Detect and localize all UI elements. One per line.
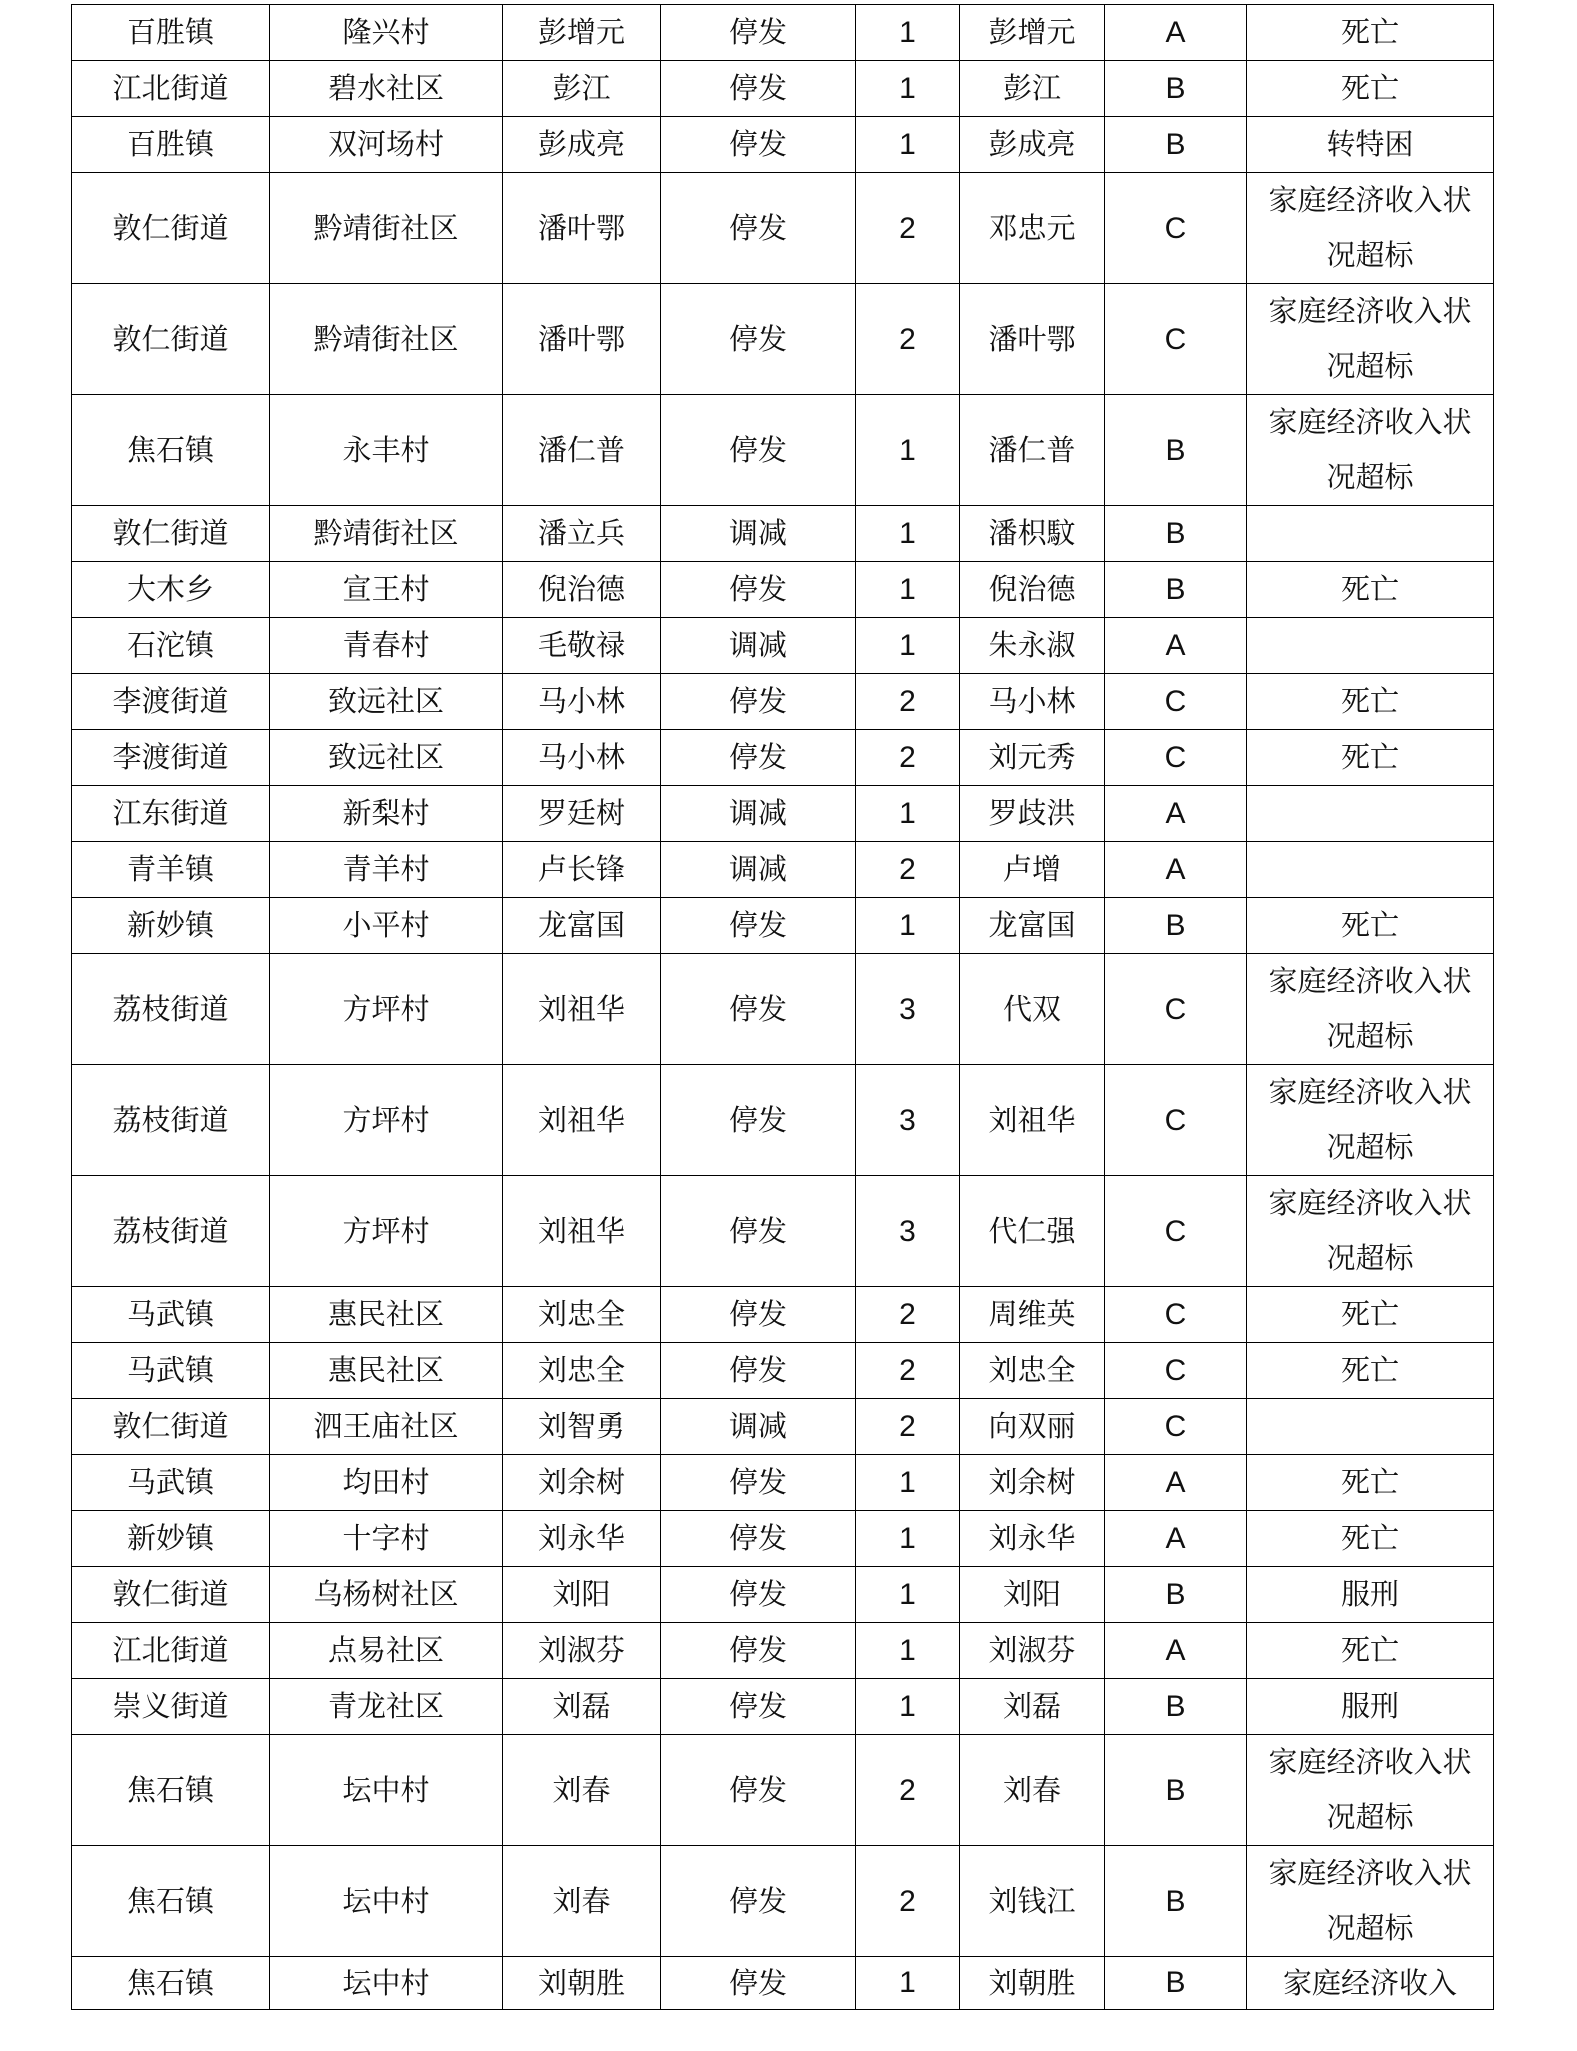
category-cell: B <box>1105 117 1247 173</box>
household-count-cell: 1 <box>856 506 960 562</box>
category-cell: A <box>1105 786 1247 842</box>
village-cell: 新梨村 <box>270 786 503 842</box>
category-cell: B <box>1105 506 1247 562</box>
town-cell: 荔枝街道 <box>72 1176 270 1287</box>
household-count-cell: 1 <box>856 61 960 117</box>
table-body <box>72 5 1494 2010</box>
member-name-cell: 倪治德 <box>960 562 1105 618</box>
village-cell: 碧水社区 <box>270 61 503 117</box>
reason-cell: 家庭经济收入状况超标 <box>1247 954 1494 1065</box>
town-cell: 敦仁街道 <box>72 284 270 395</box>
applicant-cell: 刘智勇 <box>503 1399 661 1455</box>
town-cell: 荔枝街道 <box>72 954 270 1065</box>
village-cell: 双河场村 <box>270 117 503 173</box>
town-cell: 石沱镇 <box>72 618 270 674</box>
table-row <box>72 1846 1494 1957</box>
applicant-cell: 倪治德 <box>503 562 661 618</box>
reason-cell: 家庭经济收入 <box>1247 1957 1494 2010</box>
town-cell: 江东街道 <box>72 786 270 842</box>
table-row <box>72 1957 1494 2010</box>
change-type-cell: 调减 <box>661 1399 856 1455</box>
applicant-cell: 刘淑芬 <box>503 1623 661 1679</box>
household-count-cell: 2 <box>856 1399 960 1455</box>
change-type-cell: 调减 <box>661 506 856 562</box>
town-cell: 新妙镇 <box>72 1511 270 1567</box>
village-cell: 致远社区 <box>270 674 503 730</box>
household-count-cell: 1 <box>856 1511 960 1567</box>
reason-cell: 死亡 <box>1247 1511 1494 1567</box>
category-cell: B <box>1105 1846 1247 1957</box>
category-cell: A <box>1105 1511 1247 1567</box>
village-cell: 青羊村 <box>270 842 503 898</box>
member-name-cell: 马小林 <box>960 674 1105 730</box>
applicant-cell: 刘余树 <box>503 1455 661 1511</box>
table-row <box>72 395 1494 506</box>
village-cell: 黔靖街社区 <box>270 173 503 284</box>
reason-cell <box>1247 786 1494 842</box>
change-type-cell: 停发 <box>661 1176 856 1287</box>
applicant-cell: 刘春 <box>503 1735 661 1846</box>
member-name-cell: 彭成亮 <box>960 117 1105 173</box>
household-count-cell: 2 <box>856 730 960 786</box>
member-name-cell: 向双丽 <box>960 1399 1105 1455</box>
member-name-cell: 龙富国 <box>960 898 1105 954</box>
household-count-cell: 2 <box>856 284 960 395</box>
applicant-cell: 潘立兵 <box>503 506 661 562</box>
household-count-cell: 2 <box>856 1846 960 1957</box>
town-cell: 百胜镇 <box>72 5 270 61</box>
category-cell: B <box>1105 1567 1247 1623</box>
member-name-cell: 卢增 <box>960 842 1105 898</box>
reason-cell: 死亡 <box>1247 1287 1494 1343</box>
category-cell: C <box>1105 1343 1247 1399</box>
reason-cell <box>1247 618 1494 674</box>
household-count-cell: 3 <box>856 1176 960 1287</box>
village-cell: 青春村 <box>270 618 503 674</box>
reason-cell: 死亡 <box>1247 5 1494 61</box>
change-type-cell: 停发 <box>661 5 856 61</box>
reason-cell: 家庭经济收入状况超标 <box>1247 284 1494 395</box>
change-type-cell: 停发 <box>661 1343 856 1399</box>
category-cell: B <box>1105 1735 1247 1846</box>
household-count-cell: 1 <box>856 117 960 173</box>
change-type-cell: 停发 <box>661 562 856 618</box>
town-cell: 敦仁街道 <box>72 506 270 562</box>
table-row <box>72 5 1494 61</box>
village-cell: 致远社区 <box>270 730 503 786</box>
applicant-cell: 马小林 <box>503 730 661 786</box>
category-cell: C <box>1105 173 1247 284</box>
member-name-cell: 刘忠全 <box>960 1343 1105 1399</box>
category-cell: B <box>1105 1957 1247 2010</box>
applicant-cell: 刘祖华 <box>503 1065 661 1176</box>
applicant-cell: 彭江 <box>503 61 661 117</box>
reason-cell: 死亡 <box>1247 898 1494 954</box>
village-cell: 隆兴村 <box>270 5 503 61</box>
village-cell: 方坪村 <box>270 954 503 1065</box>
table-row <box>72 61 1494 117</box>
town-cell: 李渡街道 <box>72 674 270 730</box>
reason-cell: 死亡 <box>1247 1623 1494 1679</box>
household-count-cell: 2 <box>856 1343 960 1399</box>
change-type-cell: 停发 <box>661 1679 856 1735</box>
member-name-cell: 刘余树 <box>960 1455 1105 1511</box>
village-cell: 泗王庙社区 <box>270 1399 503 1455</box>
applicant-cell: 刘春 <box>503 1846 661 1957</box>
household-count-cell: 2 <box>856 1735 960 1846</box>
category-cell: C <box>1105 284 1247 395</box>
table-row <box>72 117 1494 173</box>
category-cell: B <box>1105 61 1247 117</box>
town-cell: 焦石镇 <box>72 1846 270 1957</box>
change-type-cell: 停发 <box>661 1455 856 1511</box>
town-cell: 李渡街道 <box>72 730 270 786</box>
member-name-cell: 邓忠元 <box>960 173 1105 284</box>
household-count-cell: 1 <box>856 1567 960 1623</box>
category-cell: A <box>1105 618 1247 674</box>
table-row <box>72 1511 1494 1567</box>
change-type-cell: 停发 <box>661 1287 856 1343</box>
village-cell: 永丰村 <box>270 395 503 506</box>
applicant-cell: 刘祖华 <box>503 1176 661 1287</box>
change-type-cell: 调减 <box>661 786 856 842</box>
household-count-cell: 3 <box>856 1065 960 1176</box>
village-cell: 坛中村 <box>270 1957 503 2010</box>
village-cell: 方坪村 <box>270 1176 503 1287</box>
member-name-cell: 刘淑芬 <box>960 1623 1105 1679</box>
change-type-cell: 停发 <box>661 1567 856 1623</box>
village-cell: 黔靖街社区 <box>270 284 503 395</box>
applicant-cell: 刘忠全 <box>503 1343 661 1399</box>
reason-cell: 服刑 <box>1247 1567 1494 1623</box>
category-cell: C <box>1105 1176 1247 1287</box>
member-name-cell: 潘枳馼 <box>960 506 1105 562</box>
household-count-cell: 1 <box>856 1455 960 1511</box>
reason-cell: 死亡 <box>1247 61 1494 117</box>
table-row <box>72 1567 1494 1623</box>
table-row <box>72 1735 1494 1846</box>
change-type-cell: 停发 <box>661 1065 856 1176</box>
change-type-cell: 停发 <box>661 117 856 173</box>
change-type-cell: 停发 <box>661 1846 856 1957</box>
change-type-cell: 停发 <box>661 1957 856 2010</box>
table-row <box>72 1065 1494 1176</box>
village-cell: 均田村 <box>270 1455 503 1511</box>
village-cell: 青龙社区 <box>270 1679 503 1735</box>
village-cell: 小平村 <box>270 898 503 954</box>
category-cell: A <box>1105 1623 1247 1679</box>
household-count-cell: 1 <box>856 786 960 842</box>
household-count-cell: 2 <box>856 173 960 284</box>
village-cell: 宣王村 <box>270 562 503 618</box>
applicant-cell: 刘永华 <box>503 1511 661 1567</box>
table-row <box>72 618 1494 674</box>
town-cell: 江北街道 <box>72 61 270 117</box>
village-cell: 方坪村 <box>270 1065 503 1176</box>
category-cell: C <box>1105 674 1247 730</box>
member-name-cell: 刘朝胜 <box>960 1957 1105 2010</box>
household-count-cell: 1 <box>856 618 960 674</box>
town-cell: 敦仁街道 <box>72 173 270 284</box>
applicant-cell: 刘阳 <box>503 1567 661 1623</box>
table-row <box>72 1287 1494 1343</box>
village-cell: 乌杨树社区 <box>270 1567 503 1623</box>
member-name-cell: 刘钱江 <box>960 1846 1105 1957</box>
member-name-cell: 罗歧洪 <box>960 786 1105 842</box>
village-cell: 黔靖街社区 <box>270 506 503 562</box>
table-row <box>72 562 1494 618</box>
change-type-cell: 停发 <box>661 173 856 284</box>
category-cell: C <box>1105 730 1247 786</box>
reason-cell: 家庭经济收入状况超标 <box>1247 1065 1494 1176</box>
table-row <box>72 506 1494 562</box>
town-cell: 荔枝街道 <box>72 1065 270 1176</box>
applicant-cell: 彭成亮 <box>503 117 661 173</box>
table-row <box>72 954 1494 1065</box>
table-row <box>72 898 1494 954</box>
reason-cell <box>1247 1399 1494 1455</box>
member-name-cell: 刘阳 <box>960 1567 1105 1623</box>
household-count-cell: 1 <box>856 395 960 506</box>
town-cell: 江北街道 <box>72 1623 270 1679</box>
table-row <box>72 842 1494 898</box>
town-cell: 焦石镇 <box>72 1735 270 1846</box>
reason-cell: 家庭经济收入状况超标 <box>1247 1846 1494 1957</box>
town-cell: 崇义街道 <box>72 1679 270 1735</box>
applicant-cell: 刘朝胜 <box>503 1957 661 2010</box>
reason-cell: 家庭经济收入状况超标 <box>1247 1735 1494 1846</box>
member-name-cell: 代双 <box>960 954 1105 1065</box>
document-table <box>71 4 1494 2010</box>
member-name-cell: 刘祖华 <box>960 1065 1105 1176</box>
change-type-cell: 停发 <box>661 1735 856 1846</box>
member-name-cell: 代仁强 <box>960 1176 1105 1287</box>
applicant-cell: 龙富国 <box>503 898 661 954</box>
reason-cell <box>1247 506 1494 562</box>
change-type-cell: 停发 <box>661 395 856 506</box>
household-count-cell: 1 <box>856 5 960 61</box>
table-row <box>72 173 1494 284</box>
change-type-cell: 调减 <box>661 842 856 898</box>
household-count-cell: 2 <box>856 674 960 730</box>
change-type-cell: 停发 <box>661 61 856 117</box>
applicant-cell: 潘仁普 <box>503 395 661 506</box>
applicant-cell: 彭增元 <box>503 5 661 61</box>
category-cell: C <box>1105 1065 1247 1176</box>
village-cell: 惠民社区 <box>270 1343 503 1399</box>
town-cell: 大木乡 <box>72 562 270 618</box>
household-count-cell: 1 <box>856 1957 960 2010</box>
member-name-cell: 彭江 <box>960 61 1105 117</box>
applicant-cell: 潘叶鄂 <box>503 173 661 284</box>
household-count-cell: 1 <box>856 562 960 618</box>
category-cell: B <box>1105 898 1247 954</box>
category-cell: B <box>1105 562 1247 618</box>
applicant-cell: 卢长锋 <box>503 842 661 898</box>
applicant-cell: 刘祖华 <box>503 954 661 1065</box>
change-type-cell: 停发 <box>661 1623 856 1679</box>
village-cell: 坛中村 <box>270 1846 503 1957</box>
change-type-cell: 调减 <box>661 618 856 674</box>
reason-cell: 家庭经济收入状况超标 <box>1247 1176 1494 1287</box>
applicant-cell: 刘忠全 <box>503 1287 661 1343</box>
table-row <box>72 1343 1494 1399</box>
reason-cell: 死亡 <box>1247 730 1494 786</box>
member-name-cell: 朱永淑 <box>960 618 1105 674</box>
table-row <box>72 1679 1494 1735</box>
table-row <box>72 284 1494 395</box>
reason-cell: 服刑 <box>1247 1679 1494 1735</box>
reason-cell: 死亡 <box>1247 562 1494 618</box>
change-type-cell: 停发 <box>661 730 856 786</box>
reason-cell: 家庭经济收入状况超标 <box>1247 395 1494 506</box>
table-row <box>72 786 1494 842</box>
household-count-cell: 3 <box>856 954 960 1065</box>
town-cell: 青羊镇 <box>72 842 270 898</box>
village-cell: 坛中村 <box>270 1735 503 1846</box>
town-cell: 敦仁街道 <box>72 1399 270 1455</box>
town-cell: 马武镇 <box>72 1287 270 1343</box>
table-row <box>72 1455 1494 1511</box>
category-cell: A <box>1105 1455 1247 1511</box>
applicant-cell: 马小林 <box>503 674 661 730</box>
village-cell: 惠民社区 <box>270 1287 503 1343</box>
household-count-cell: 2 <box>856 842 960 898</box>
household-count-cell: 2 <box>856 1287 960 1343</box>
reason-cell: 转特困 <box>1247 117 1494 173</box>
category-cell: A <box>1105 842 1247 898</box>
member-name-cell: 刘永华 <box>960 1511 1105 1567</box>
change-type-cell: 停发 <box>661 284 856 395</box>
town-cell: 百胜镇 <box>72 117 270 173</box>
table-row <box>72 1176 1494 1287</box>
town-cell: 新妙镇 <box>72 898 270 954</box>
reason-cell: 家庭经济收入状况超标 <box>1247 173 1494 284</box>
member-name-cell: 刘春 <box>960 1735 1105 1846</box>
member-name-cell: 周维英 <box>960 1287 1105 1343</box>
town-cell: 敦仁街道 <box>72 1567 270 1623</box>
village-cell: 点易社区 <box>270 1623 503 1679</box>
member-name-cell: 刘元秀 <box>960 730 1105 786</box>
applicant-cell: 罗廷树 <box>503 786 661 842</box>
category-cell: B <box>1105 395 1247 506</box>
applicant-cell: 毛敬禄 <box>503 618 661 674</box>
applicant-cell: 潘叶鄂 <box>503 284 661 395</box>
category-cell: C <box>1105 1287 1247 1343</box>
town-cell: 焦石镇 <box>72 1957 270 2010</box>
table-row <box>72 674 1494 730</box>
reason-cell <box>1247 842 1494 898</box>
household-count-cell: 1 <box>856 898 960 954</box>
change-type-cell: 停发 <box>661 674 856 730</box>
household-count-cell: 1 <box>856 1679 960 1735</box>
village-cell: 十字村 <box>270 1511 503 1567</box>
change-type-cell: 停发 <box>661 898 856 954</box>
member-name-cell: 刘磊 <box>960 1679 1105 1735</box>
table-row <box>72 1623 1494 1679</box>
table-row <box>72 730 1494 786</box>
town-cell: 马武镇 <box>72 1455 270 1511</box>
applicant-cell: 刘磊 <box>503 1679 661 1735</box>
category-cell: C <box>1105 1399 1247 1455</box>
town-cell: 焦石镇 <box>72 395 270 506</box>
member-name-cell: 彭增元 <box>960 5 1105 61</box>
member-name-cell: 潘叶鄂 <box>960 284 1105 395</box>
change-type-cell: 停发 <box>661 1511 856 1567</box>
town-cell: 马武镇 <box>72 1343 270 1399</box>
change-type-cell: 停发 <box>661 954 856 1065</box>
reason-cell: 死亡 <box>1247 1343 1494 1399</box>
household-count-cell: 1 <box>856 1623 960 1679</box>
category-cell: A <box>1105 5 1247 61</box>
member-name-cell: 潘仁普 <box>960 395 1105 506</box>
category-cell: C <box>1105 954 1247 1065</box>
reason-cell: 死亡 <box>1247 674 1494 730</box>
reason-cell: 死亡 <box>1247 1455 1494 1511</box>
category-cell: B <box>1105 1679 1247 1735</box>
table-row <box>72 1399 1494 1455</box>
